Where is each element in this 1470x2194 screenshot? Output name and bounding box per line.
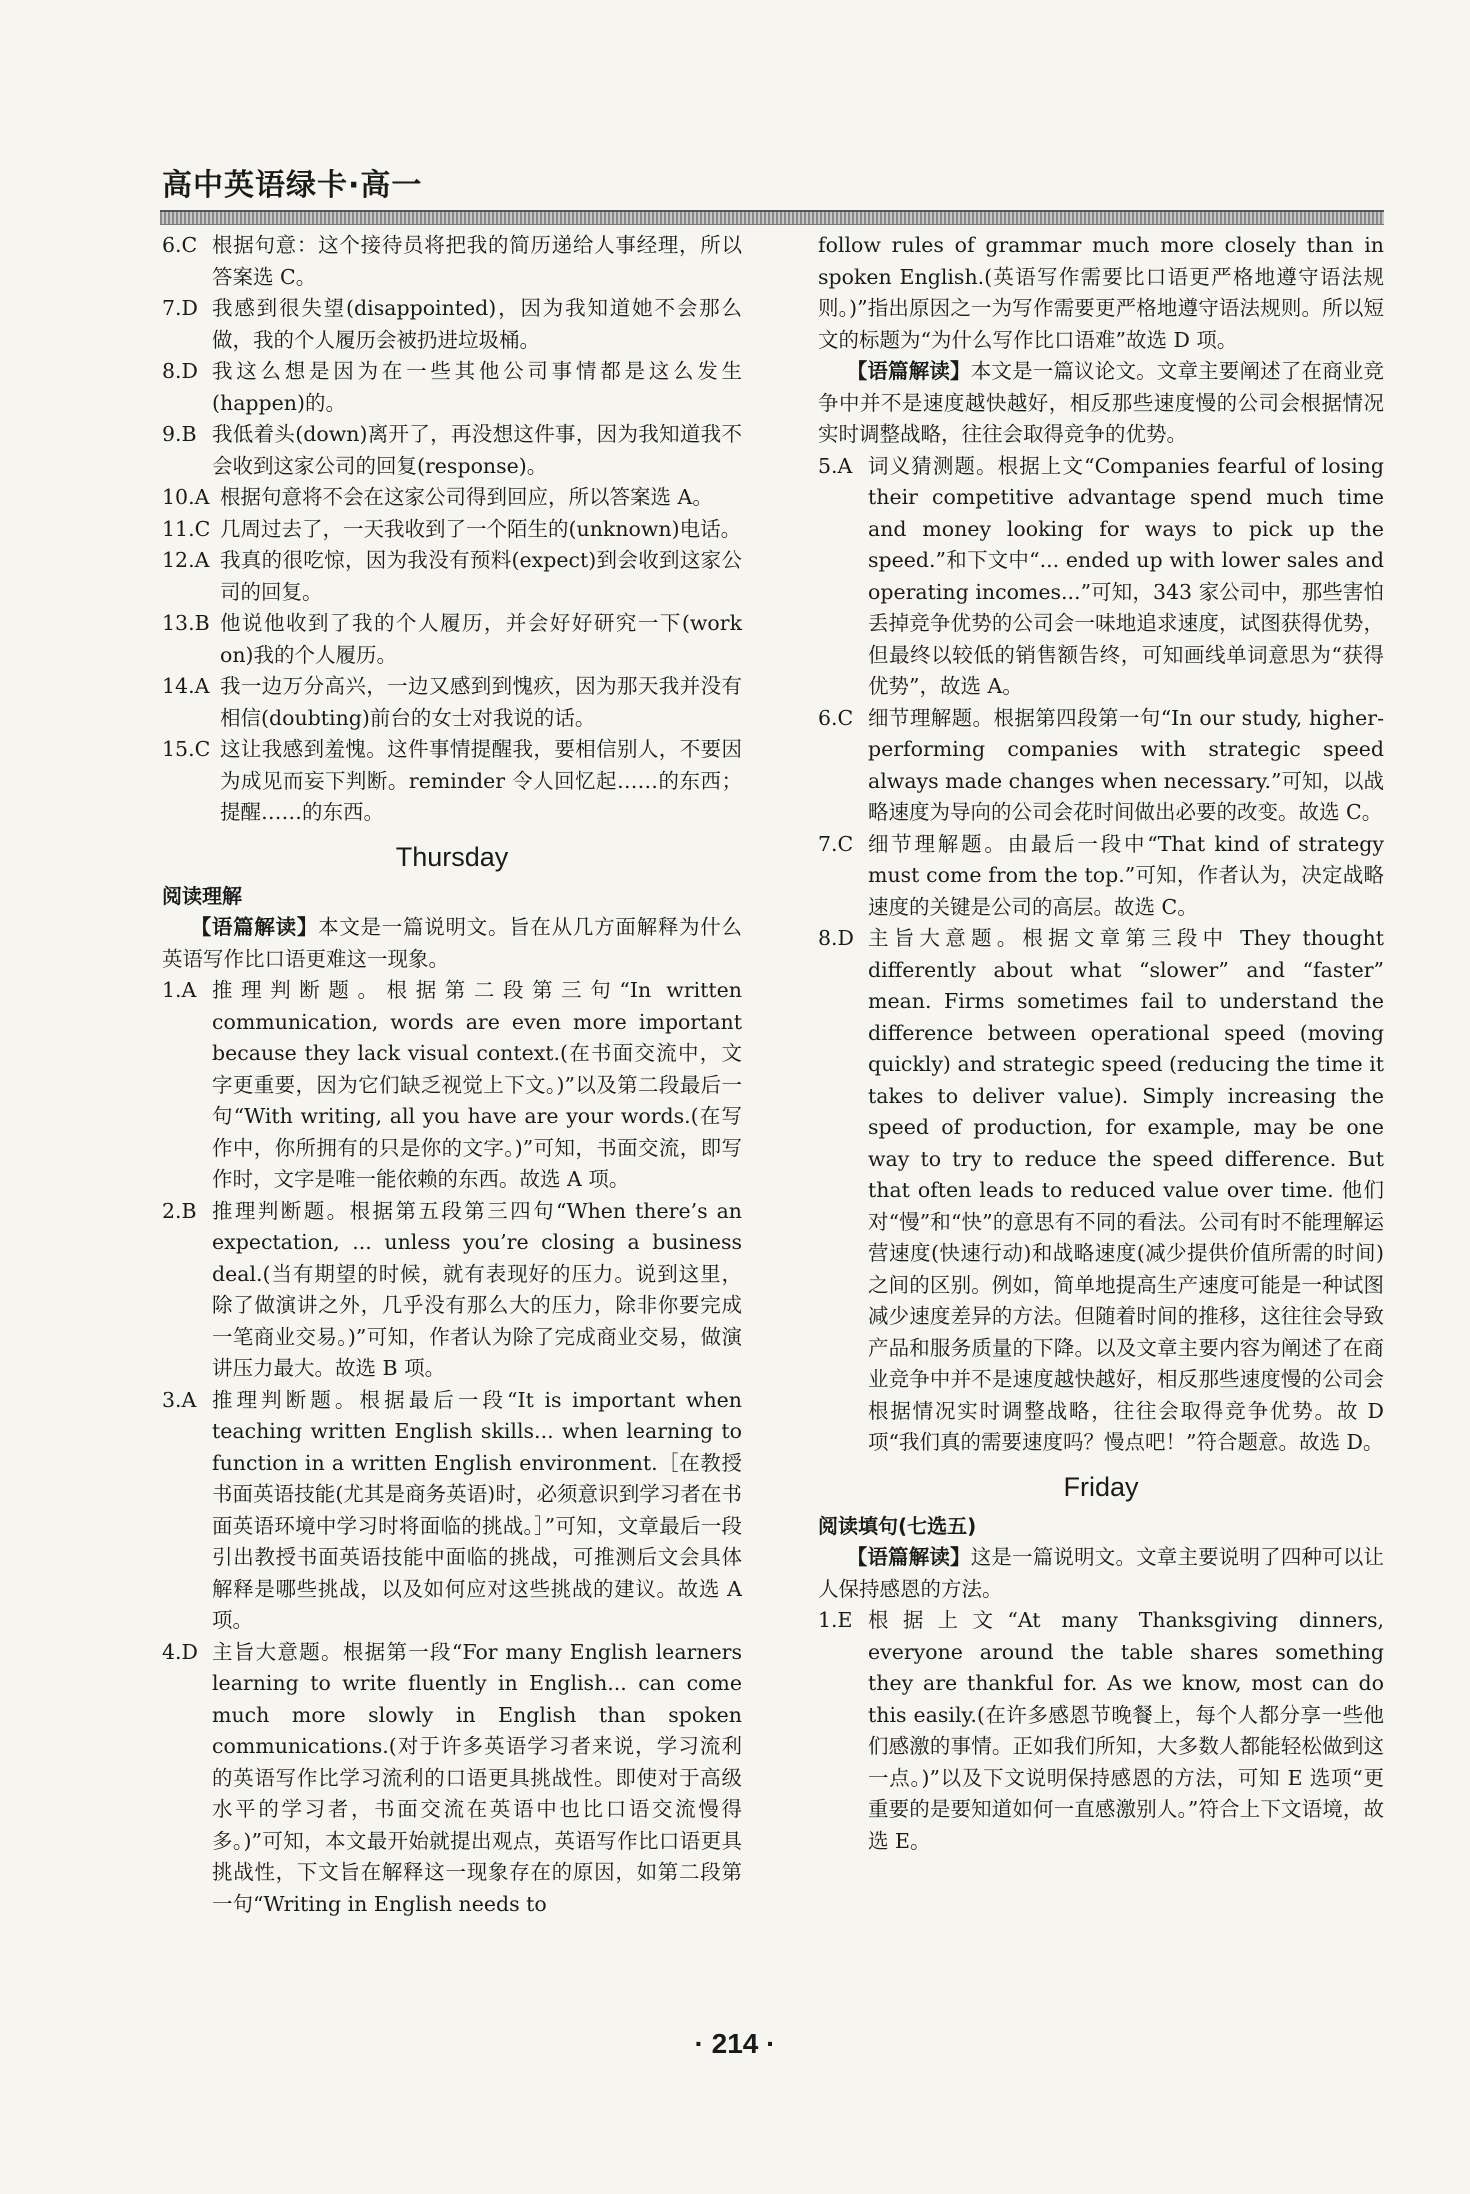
answer-item: 14.A 我一边万分高兴，一边又感到到愧疚，因为那天我并没有相信(doubting)前台的女士对我说的话。 [162,674,742,730]
continued-text: follow rules of grammar much more closely than in spoken English.(英语写作需要比口语更严格地遵守语法规则。)”指出原因之一为写作需要更严格地遵守语法规则。所以短文的标题为“为什么写作比口语难”故选 D 项。 [818,233,1384,352]
passage-intro: 【语篇解读】本文是一篇说明文。旨在从几方面解释为什么英语写作比口语更难这一现象。 [162,915,743,971]
passage-intro: 【语篇解读】这是一篇说明文。文章主要说明了四种可以让人保持感恩的方法。 [818,1545,1385,1601]
page-header-title: 高中英语绿卡·高一 [162,168,423,203]
answer-item: 4.D 主旨大意题。根据第一段“For many English learners learning to write fluently in English... can come much more slowly in English than spoken communications.(对于许多英语学习者来说，学习流利的英语写作比学习流利的口语更具挑战性。即使对于高级水平的学习者，书面交流在英语中也比口语交流慢得多。)”可知，本文最开始就提出观点，英语写作比口语更具挑战性，下文旨在解释这一现象存在的原因，如第二段第一句“Writing in English needs to [162,1639,742,1916]
passage-intro: 【语篇解读】本文是一篇议论文。文章主要阐述了在商业竞争中并不是速度越快越好，相反那些速度慢的公司会根据情况实时调整战略，往往会取得竞争的优势。 [818,359,1385,446]
left-column [162,230,742,1920]
answer-item: 2.B 推理判断题。根据第五段第三四句“When there’s an expectation, ... unless you’re closing a business deal.(当有期望的时候，就有表现好的压力。说到这里，除了做演讲之外，几乎没有那么大的压力，除非你要完成一笔商业交易。)”可知，作者认为除了完成商业交易，做演讲压力最大。故选 B 项。 [162,1198,742,1380]
section-subtitle: 阅读填句(七选五) [818,1513,977,1538]
answer-item: 11.C 几周过去了，一天我收到了一个陌生的(unknown)电话。 [162,516,742,541]
answer-item: 13.B 他说他收到了我的个人履历，并会好好研究一下(work on)我的个人履历。 [162,611,742,667]
answer-item: 5.A 词义猜测题。根据上文“Companies fearful of losing their competitive advantage spend much time and money looking for ways to pick up the speed.”和下文中“... ended up with lower sales and operating incomes...”可知，343 家公司中，那些害怕丢掉竞争优势的公司会一味地追求速度，试图获得优势，但最终以较低的销售额告终，可知画线单词意思为“获得优势”，故选 A。 [818,453,1384,698]
answer-item: 7.C 细节理解题。由最后一段中“That kind of strategy must come from the top.”可知，作者认为，决定战略速度的关键是公司的高层。故选 C。 [818,831,1384,919]
answer-item: 1.E 根据上文“At many Thanksgiving dinners, everyone around the table shares something they are thankful for. As we know, most can do this easily.(在许多感恩节晚餐上，每个人都分享一些他们感激的事情。正如我们所知，大多数人都能轻松做到这一点。)”以及下文说明保持感恩的方法，可知 E 选项“更重要的是要知道如何一直感激别人。”符合上下文语境，故选 E。 [818,1608,1384,1853]
answer-item: 10.A 根据句意将不会在这家公司得到回应，所以答案选 A。 [162,485,713,509]
page-number: · 214 · [694,2028,776,2059]
answer-item: 8.D 主旨大意题。根据文章第三段中 They thought differently about what “slower” and “faster” mean. Firms sometimes fail to understand the difference between operational speed (moving quickly) and strategic speed (reducing the time it takes to deliver value). Simply increasing the speed of production, for example, may be one way to try to reduce the speed difference. But that often leads to reduced value over time. 他们对“慢”和“快”的意思有不同的看法。公司有时不能理解运营速度(快速行动)和战略速度(减少提供价值所需的时间)之间的区别。例如，简单地提高生产速度可能是一种试图减少速度差异的方法。但随着时间的推移，这往往会导致产品和服务质量的下降。以及文章主要内容为阐述了在商业竞争中并不是速度越快越好，相反那些速度慢的公司会根据情况实时调整战略，往往会取得竞争优势。故 D 项“我们真的需要速度吗？慢点吧！”符合题意。故选 D。 [818,926,1384,1454]
answer-item: 6.C 细节理解题。根据第四段第一句“In our study, higher-performing companies with strategic speed always made changes when necessary.”可知，以战略速度为导向的公司会花时间做出必要的改变。故选 C。 [818,705,1384,824]
section-subtitle: 阅读理解 [162,883,242,908]
section-title-thursday: Thursday [395,841,509,872]
answer-item: 3.A 推理判断题。根据最后一段“It is important when teaching written English skills... when learning to function in a written English environment.［在教授书面英语技能(尤其是商务英语)时，必须意识到学习者在书面英语环境中学习时将面临的挑战。］”可知，文章最后一段引出教授书面英语技能中面临的挑战，可推测后文会具体解释是哪些挑战，以及如何应对这些挑战的建议。故选 A 项。 [162,1387,742,1632]
answer-item: 15.C 这让我感到羞愧。这件事情提醒我，要相信别人，不要因为成见而妄下判断。reminder 令人回忆起……的东西；提醒……的东西。 [162,737,742,824]
right-column [818,230,1384,1857]
answer-item: 12.A 我真的很吃惊，因为我没有预料(expect)到会收到这家公司的回复。 [162,548,742,604]
answer-item: 8.D 我这么想是因为在一些其他公司事情都是这么发生(happen)的。 [162,359,742,415]
answer-item: 6.C 根据句意：这个接待员将把我的简历递给人事经理，所以答案选 C。 [162,233,742,289]
answer-item: 9.B 我低着头(down)离开了，再没想这件事，因为我知道我不会收到这家公司的回复(response)。 [162,422,742,478]
answer-item: 7.D 我感到很失望(disappointed)，因为我知道她不会那么做，我的个人履历会被扔进垃圾桶。 [162,296,742,352]
section-title-friday: Friday [1063,1471,1139,1502]
answer-item: 1.A 推理判断题。根据第二段第三句“In written communication, words are even more important because they lack visual context.(在书面交流中，文字更重要，因为它们缺乏视觉上下文。)”以及第二段最后一句“With writing, all you have are your words.(在写作中，你所拥有的只是你的文字。)”可知，书面交流，即写作时，文字是唯一能依赖的东西。故选 A 项。 [162,978,742,1191]
header-rule [160,210,1384,225]
